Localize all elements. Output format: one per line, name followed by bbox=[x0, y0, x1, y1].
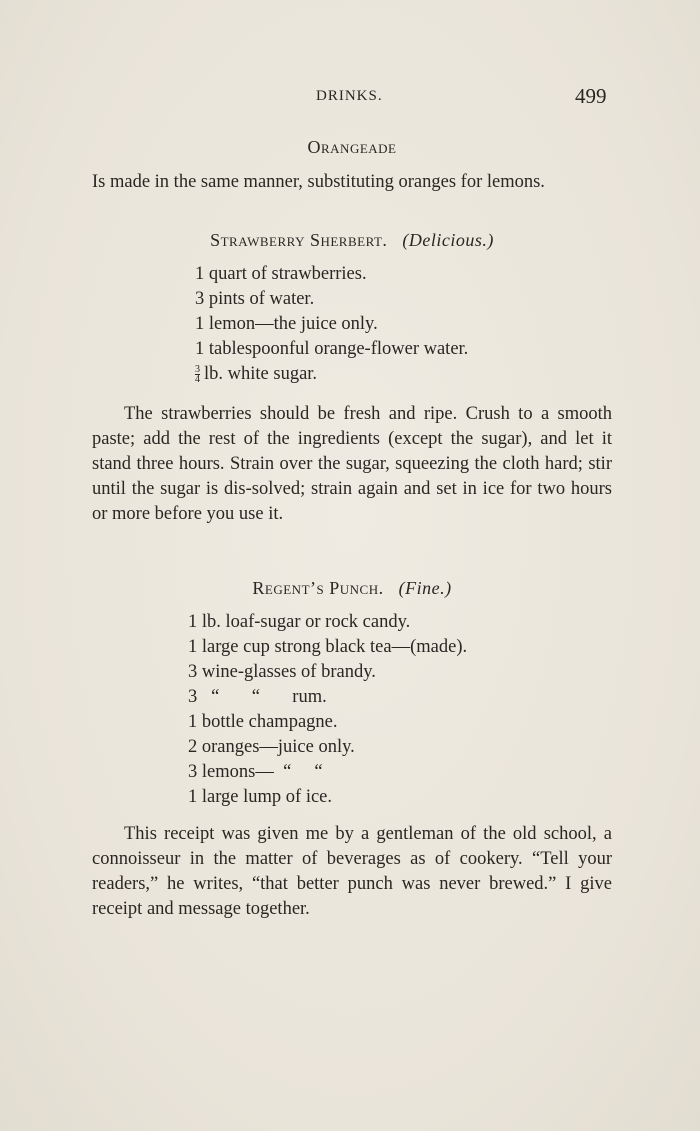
orangeade-heading bbox=[92, 137, 612, 158]
fraction-denominator: 4 bbox=[195, 374, 200, 386]
orangeade-text: Is made in the same manner, substituting oranges for lemons. bbox=[92, 172, 545, 192]
running-head bbox=[0, 84, 700, 108]
strawberry-method: The strawberries should be fresh and ripe. Crush to a smooth paste; add the rest of the ingredients (except the sugar), and let it stand three hours. Strain over the sugar, squeezing the cloth hard; stir until the sugar is dis-solved; strain again and set in ice for two hours or more before you use it. bbox=[92, 404, 612, 524]
fraction bbox=[195, 365, 200, 384]
fraction-numerator: 3 bbox=[195, 364, 200, 376]
ingredient: 1 lemon—the juice only. bbox=[195, 314, 378, 334]
ingredient: 2 oranges—juice only. bbox=[188, 737, 355, 757]
ingredient-fraction-line bbox=[195, 362, 468, 387]
ingredient: 3 pints of water. bbox=[195, 289, 315, 309]
ingredient: 1 quart of strawberries. bbox=[195, 264, 367, 284]
ingredient: 1 large lump of ice. bbox=[188, 787, 333, 807]
page-number: 499 bbox=[575, 84, 607, 108]
ingredient: 1 lb. loaf-sugar or rock candy. bbox=[188, 612, 411, 632]
ingredient: 3 wine-glasses of brandy. bbox=[188, 662, 376, 682]
regents-note: (Fine.) bbox=[398, 578, 452, 598]
strawberry-heading bbox=[92, 230, 612, 251]
regents-ingredients bbox=[188, 610, 467, 810]
orangeade-heading-text: Orangeade bbox=[307, 137, 397, 157]
ingredient: 3 “ “ rum. bbox=[188, 687, 327, 707]
running-head-title: DRINKS. bbox=[316, 88, 383, 104]
ingredient: 1 bottle champagne. bbox=[188, 712, 338, 732]
regents-heading bbox=[92, 578, 612, 599]
regents-method: This receipt was given me by a gentleman of the old school, a connoisseur in the matter of beverages as of cookery. “Tell your readers,” he writes, “that better punch was never brewed.” I give receipt and message together. bbox=[92, 824, 612, 919]
ingredient: lb. white sugar. bbox=[204, 364, 318, 384]
ingredient: 1 large cup strong black tea—(made). bbox=[188, 637, 468, 657]
ingredient: 1 tablespoonful orange-flower water. bbox=[195, 339, 469, 359]
strawberry-note: (Delicious.) bbox=[402, 230, 494, 250]
ingredient: 3 lemons— “ “ bbox=[188, 762, 323, 782]
strawberry-ingredients bbox=[195, 262, 468, 387]
strawberry-heading-text: Strawberry Sherbert. bbox=[210, 230, 388, 250]
regents-heading-text: Regent’s Punch. bbox=[252, 578, 384, 598]
